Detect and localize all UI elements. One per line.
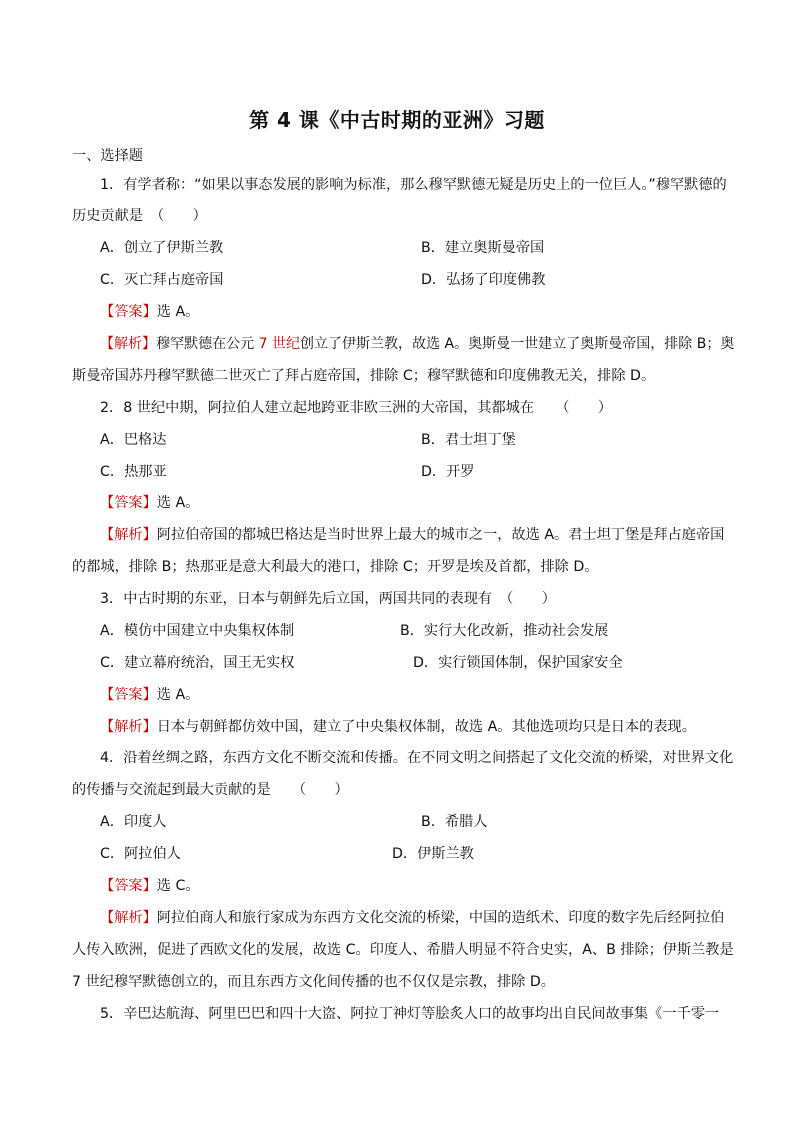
q1-explanation-line-1 (100, 333, 734, 355)
q5-stem-line-1: 5．辛巴达航海、阿里巴巴和四十大盗、阿拉丁神灯等脍炙人口的故事均出自民间故事集《一千零一 (100, 1006, 720, 1022)
q1-option-a: A．创立了伊斯兰教 (100, 240, 224, 256)
q2-option-a: A．巴格达 (100, 432, 167, 448)
q1-stem-line-2: 历史贡献是 （ ） (72, 208, 207, 224)
explanation-text: 日本与朝鲜都仿效中国，建立了中央集权体制，故选 A。其他选项均只是日本的表现。 (156, 719, 696, 735)
q3-option-a: A．模仿中国建立中央集权体制 (100, 623, 295, 639)
q3-option-d: D．实行锁国体制，保护国家安全 (413, 655, 623, 671)
explanation-text-red: 7 世纪 (254, 336, 300, 352)
answer-text: 选 A。 (156, 687, 200, 703)
q3-stem-line-1: 3．中古时期的东亚，日本与朝鲜先后立国，两国共同的表现有 （ ） (100, 591, 556, 607)
explanation-text: 阿拉伯商人和旅行家成为东西方文化交流的桥梁，中国的造纸术、印度的数字先后经阿拉伯 (156, 910, 725, 926)
section-heading: 一、选择题 (72, 148, 143, 164)
q2-option-d: D．开罗 (421, 464, 475, 480)
explanation-text: 阿拉伯帝国的都城巴格达是当时世界上最大的城市之一，故选 A。君士坦丁堡是拜占庭帝国 (156, 527, 725, 543)
q2-stem-line-1: 2．8 世纪中期，阿拉伯人建立起地跨亚非欧三洲的大帝国，其都城在 （ ） (100, 400, 613, 416)
explanation-tag: 【解析】 (100, 910, 157, 926)
q3-option-b: B．实行大化改新，推动社会发展 (400, 623, 609, 639)
answer-tag: 【答案】 (100, 687, 157, 703)
q4-explanation-line-1 (100, 907, 724, 929)
answer-text: 选 A。 (156, 495, 200, 511)
answer-tag: 【答案】 (100, 495, 157, 511)
q4-option-c: C．阿拉伯人 (100, 846, 181, 862)
page-title: 第 4 课《中古时期的亚洲》习题 (249, 108, 545, 132)
q3-explanation-line-1 (100, 716, 696, 738)
q2-explanation-line-2: 的都城，排除 B；热那亚是意大利最大的港口，排除 C；开罗是埃及首都，排除 D。 (72, 559, 599, 575)
q3-answer (100, 684, 199, 706)
q4-stem-line-2: 的传播与交流起到最大贡献的是 （ ） (72, 782, 349, 798)
q4-explanation-line-3: 7 世纪穆罕默德创立的，而且东西方文化间传播的也不仅仅是宗教，排除 D。 (72, 974, 555, 990)
q4-option-d: D．伊斯兰教 (392, 846, 474, 862)
q1-option-b: B．建立奥斯曼帝国 (421, 240, 545, 256)
answer-text: 选 C。 (156, 878, 200, 894)
q1-option-c: C．灭亡拜占庭帝国 (100, 272, 224, 288)
answer-tag: 【答案】 (100, 878, 157, 894)
explanation-tag: 【解析】 (100, 719, 157, 735)
explanation-text: 创立了伊斯兰教，故选 A。奥斯曼一世建立了奥斯曼帝国，排除 B；奥 (299, 336, 735, 352)
explanation-tag: 【解析】 (100, 336, 157, 352)
q2-explanation-line-1 (100, 524, 724, 546)
answer-text: 选 A。 (156, 304, 200, 320)
q1-stem-line-1: 1．有学者称：“如果以事态发展的影响为标准，那么穆罕默德无疑是历史上的一位巨人。”穆罕默德的 (100, 177, 727, 193)
explanation-tag: 【解析】 (100, 527, 157, 543)
q4-option-b: B．希腊人 (421, 814, 488, 830)
q4-explanation-line-2: 人传入欧洲，促进了西欧文化的发展，故选 C。印度人、希腊人明显不符合史实，A、B 排除；伊斯兰教是 (72, 942, 734, 958)
q3-option-c: C．建立幕府统治，国王无实权 (100, 655, 295, 671)
q2-option-c: C．热那亚 (100, 464, 167, 480)
q4-answer (100, 875, 200, 897)
q1-option-d: D．弘扬了印度佛教 (421, 272, 546, 288)
q4-option-a: A．印度人 (100, 814, 167, 830)
q1-answer (100, 301, 199, 323)
explanation-text: 穆罕默德在公元 (156, 336, 255, 352)
q2-answer (100, 492, 199, 514)
q2-option-b: B．君士坦丁堡 (421, 432, 516, 448)
q1-explanation-line-2: 斯曼帝国苏丹穆罕默德二世灭亡了拜占庭帝国，排除 C；穆罕默德和印度佛教无关，排除 D。 (72, 368, 656, 384)
answer-tag: 【答案】 (100, 304, 157, 320)
q4-stem-line-1: 4．沿着丝绸之路，东西方文化不断交流和传播。在不同文明之间搭起了文化交流的桥梁，对世界文化 (100, 750, 734, 766)
